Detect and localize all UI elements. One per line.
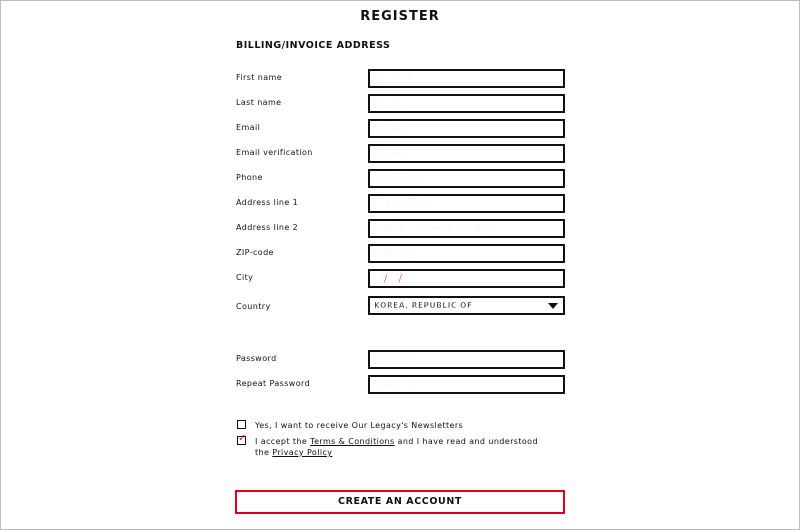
chevron-down-icon [548, 303, 558, 309]
address-line-1-label: Address line 1 [236, 198, 299, 207]
zip-code-input[interactable] [368, 244, 565, 263]
city-row [236, 269, 566, 289]
address-line-1-value: 도로명주소 [373, 197, 427, 210]
repeat-password-label: Repeat Password [236, 379, 311, 388]
repeat-password-row [236, 375, 566, 395]
country-label: Country [236, 302, 271, 311]
terms-text-before: I accept the [255, 437, 311, 446]
checkmark-icon: ✓ [238, 433, 247, 444]
email-value: 이메일 [373, 122, 405, 135]
last-name-label: Last name [236, 98, 282, 107]
newsletter-text: Yes, I want to receive Our Legacy's Newsletters [255, 421, 464, 430]
repeat-password-input[interactable] [368, 375, 565, 394]
phone-label: Phone [236, 173, 263, 182]
email-verification-label: Email verification [236, 148, 313, 157]
page-title: REGISTER [360, 9, 440, 24]
repeat-password-value: 비밀번호 [373, 378, 416, 391]
privacy-policy-link[interactable]: Privacy Policy [272, 448, 333, 457]
email-verification-row [236, 144, 566, 164]
terms-text-middle: and I have read and understood [394, 437, 538, 446]
terms-checkbox[interactable] [237, 433, 247, 445]
zip-code-row [236, 244, 566, 264]
email-verification-value: 이메일 [373, 147, 405, 160]
email-verification-input[interactable] [368, 144, 565, 163]
last-name-value: 영문성 [373, 97, 405, 110]
first-name-input[interactable] [368, 69, 565, 88]
email-label: Email [236, 123, 261, 132]
first-name-label: First name [236, 73, 283, 82]
country-selected-value: KOREA, REPUBLIC OF [374, 301, 473, 310]
last-name-row [236, 94, 566, 114]
terms-text-line2: the [255, 448, 273, 457]
address-line-2-row [236, 219, 566, 239]
billing-section-title: BILLING/INVOICE ADDRESS [236, 40, 391, 51]
first-name-row [236, 69, 566, 89]
city-value: 시/군/구 [373, 272, 413, 285]
address-line-2-label: Address line 2 [236, 223, 299, 232]
city-input[interactable] [368, 269, 565, 288]
zip-code-label: ZIP-code [236, 248, 274, 257]
password-label: Password [236, 354, 277, 363]
phone-input[interactable] [368, 169, 565, 188]
email-input[interactable] [368, 119, 565, 138]
terms-text [255, 436, 538, 458]
create-account-button[interactable]: CREATE AN ACCOUNT [235, 490, 565, 514]
password-row [236, 350, 566, 370]
address-line-2-value: 아파트 동호수 등 상세주소 [373, 222, 502, 235]
first-name-value: 영문이름 [373, 72, 416, 85]
newsletter-checkbox[interactable] [237, 420, 246, 429]
country-select[interactable] [368, 296, 565, 315]
last-name-input[interactable] [368, 94, 565, 113]
address-line-1-input[interactable] [368, 194, 565, 213]
address-line-2-input[interactable] [368, 219, 565, 238]
phone-row [236, 169, 566, 189]
password-value: 비밀번호 [373, 353, 416, 366]
password-input[interactable] [368, 350, 565, 369]
phone-value: 핸드폰번호 [373, 172, 427, 185]
country-row [236, 296, 566, 316]
zip-code-value: 우편번호 [373, 247, 416, 260]
city-label: City [236, 273, 254, 282]
email-row [236, 119, 566, 139]
address-line-1-row [236, 194, 566, 214]
terms-conditions-link[interactable]: Terms & Conditions [310, 437, 395, 446]
